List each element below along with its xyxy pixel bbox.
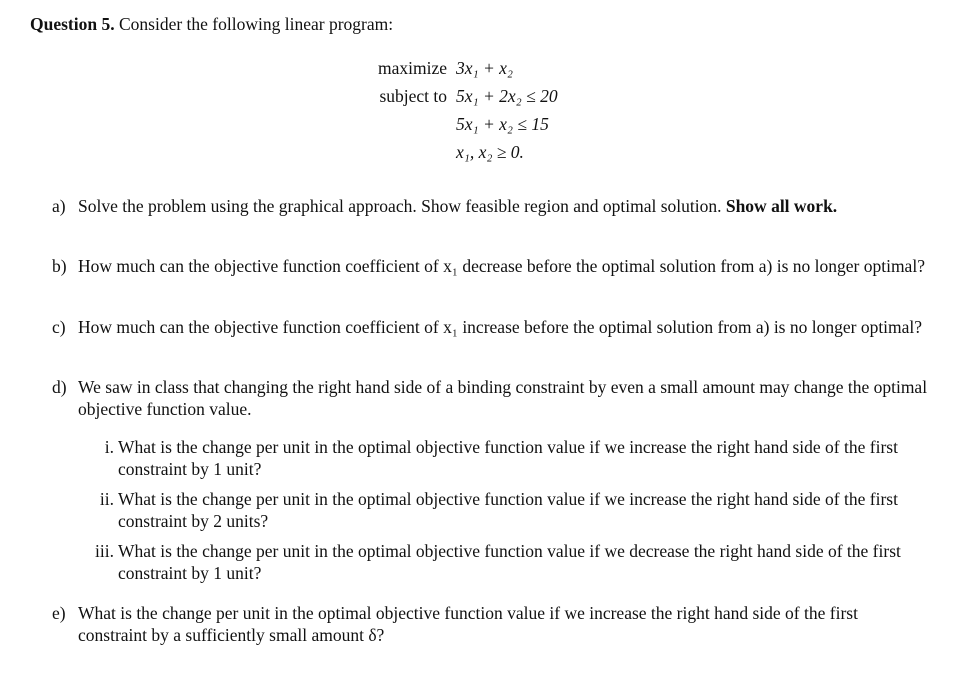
subpart-i-text: What is the change per unit in the optimal objective function value if we increase the right hand side of the first constraint by 1 unit?: [118, 437, 898, 479]
constraint-nonnegativity: x₁, x₂ ≥ 0.: [456, 142, 524, 162]
part-a-text: [78, 195, 928, 217]
part-b-mark: b): [52, 256, 67, 276]
subpart-ii-mark: ii.: [99, 489, 114, 509]
part-b-text: How much can the objective function coefficient of x₁ decrease before the optimal solution from a) is no longer optimal?: [78, 256, 925, 276]
part-e-mark: e): [52, 603, 66, 623]
part-e-text: What is the change per unit in the optimal objective function value if we increase the right hand side of the first constraint by a sufficiently small amount δ?: [78, 603, 858, 645]
part-c-text: How much can the objective function coefficient of x₁ increase before the optimal solution from a) is no longer optimal?: [78, 317, 923, 337]
subpart-iii-mark: iii.: [95, 541, 114, 561]
objective-expression: 3x₁ + x₂: [456, 58, 514, 78]
part-d-mark: d): [52, 377, 67, 397]
subpart-i-mark: i.: [104, 437, 114, 457]
part-a-body: Solve the problem using the graphical approach. Show feasible region and optimal solution.: [78, 196, 722, 216]
objective-label: maximize: [377, 58, 447, 78]
constraint-1: 5x₁ + 2x₂ ≤ 20: [456, 86, 558, 106]
question-intro: Consider the following linear program:: [118, 14, 394, 34]
question-label: Question 5.: [30, 14, 115, 34]
question-heading: [30, 13, 393, 35]
part-c-mark: c): [52, 317, 66, 337]
part-a-mark: a): [52, 196, 66, 216]
subpart-ii-text: What is the change per unit in the optimal objective function value if we increase the right hand side of the first constraint by 2 units?: [118, 489, 898, 531]
part-a-bold: Show all work.: [725, 196, 838, 216]
subpart-iii-text: What is the change per unit in the optimal objective function value if we decrease the right hand side of the first constraint by 1 unit?: [118, 541, 901, 583]
constraint-2: 5x₁ + x₂ ≤ 15: [456, 114, 549, 134]
constraints-label: subject to: [379, 86, 447, 106]
part-d-text: We saw in class that changing the right hand side of a binding constraint by even a small amount may change the optimal objective function value.: [78, 377, 928, 419]
